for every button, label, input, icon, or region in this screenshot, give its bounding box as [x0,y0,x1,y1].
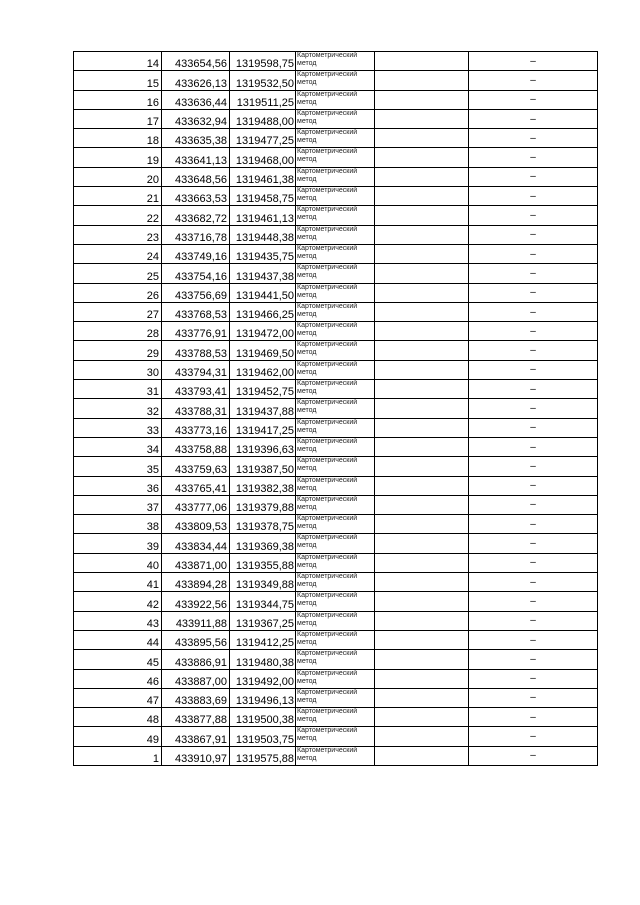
method-cell: Картометрический метод [296,167,375,186]
x-coordinate-cell: 433777,06 [162,495,230,514]
error-cell: – [469,553,598,572]
y-coordinate-cell: 1319488,00 [230,109,296,128]
x-coordinate-cell: 433682,72 [162,206,230,225]
error-cell: – [469,630,598,649]
point-number-cell: 49 [74,727,162,746]
table-row [74,225,598,244]
y-coordinate-cell: 1319466,25 [230,302,296,321]
method-cell: Картометрический метод [296,109,375,128]
table-row [74,611,598,630]
method-cell: Картометрический метод [296,90,375,109]
table-row [74,534,598,553]
error-cell: – [469,457,598,476]
point-number-cell: 30 [74,360,162,379]
method-cell: Картометрический метод [296,264,375,283]
x-coordinate-cell: 433636,44 [162,90,230,109]
empty-cell [375,515,469,534]
x-coordinate-cell: 433765,41 [162,476,230,495]
method-cell: Картометрический метод [296,360,375,379]
empty-cell [375,380,469,399]
point-number-cell: 34 [74,437,162,456]
empty-cell [375,322,469,341]
coordinates-table [73,51,598,766]
method-cell: Картометрический метод [296,727,375,746]
error-cell: – [469,90,598,109]
x-coordinate-cell: 433773,16 [162,418,230,437]
point-number-cell: 15 [74,71,162,90]
y-coordinate-cell: 1319532,50 [230,71,296,90]
empty-cell [375,553,469,572]
x-coordinate-cell: 433654,56 [162,52,230,71]
y-coordinate-cell: 1319462,00 [230,360,296,379]
method-cell: Картометрический метод [296,244,375,263]
x-coordinate-cell: 433794,31 [162,360,230,379]
point-number-cell: 35 [74,457,162,476]
empty-cell [375,630,469,649]
x-coordinate-cell: 433911,88 [162,611,230,630]
error-cell: – [469,167,598,186]
point-number-cell: 47 [74,688,162,707]
error-cell: – [469,380,598,399]
x-coordinate-cell: 433749,16 [162,244,230,263]
point-number-cell: 29 [74,341,162,360]
point-number-cell: 22 [74,206,162,225]
method-cell: Картометрический метод [296,148,375,167]
point-number-cell: 31 [74,380,162,399]
method-cell: Картометрический метод [296,187,375,206]
point-number-cell: 36 [74,476,162,495]
point-number-cell: 40 [74,553,162,572]
table-row [74,630,598,649]
method-cell: Картометрический метод [296,495,375,514]
empty-cell [375,52,469,71]
y-coordinate-cell: 1319382,38 [230,476,296,495]
point-number-cell: 45 [74,650,162,669]
table-row [74,302,598,321]
x-coordinate-cell: 433626,13 [162,71,230,90]
x-coordinate-cell: 433887,00 [162,669,230,688]
x-coordinate-cell: 433834,44 [162,534,230,553]
x-coordinate-cell: 433788,31 [162,399,230,418]
y-coordinate-cell: 1319469,50 [230,341,296,360]
x-coordinate-cell: 433922,56 [162,592,230,611]
method-cell: Картометрический метод [296,708,375,727]
error-cell: – [469,708,598,727]
empty-cell [375,302,469,321]
y-coordinate-cell: 1319367,25 [230,611,296,630]
x-coordinate-cell: 433871,00 [162,553,230,572]
error-cell: – [469,592,598,611]
table-row [74,437,598,456]
error-cell: – [469,495,598,514]
x-coordinate-cell: 433663,53 [162,187,230,206]
empty-cell [375,71,469,90]
error-cell: – [469,341,598,360]
x-coordinate-cell: 433648,56 [162,167,230,186]
x-coordinate-cell: 433793,41 [162,380,230,399]
empty-cell [375,225,469,244]
empty-cell [375,611,469,630]
method-cell: Картометрический метод [296,573,375,592]
error-cell: – [469,187,598,206]
empty-cell [375,167,469,186]
error-cell: – [469,148,598,167]
table-row [74,457,598,476]
y-coordinate-cell: 1319503,75 [230,727,296,746]
method-cell: Картометрический метод [296,302,375,321]
empty-cell [375,399,469,418]
method-cell: Картометрический метод [296,457,375,476]
empty-cell [375,708,469,727]
y-coordinate-cell: 1319575,88 [230,746,296,765]
x-coordinate-cell: 433754,16 [162,264,230,283]
empty-cell [375,457,469,476]
point-number-cell: 38 [74,515,162,534]
point-number-cell: 41 [74,573,162,592]
y-coordinate-cell: 1319461,38 [230,167,296,186]
point-number-cell: 48 [74,708,162,727]
table-row [74,727,598,746]
y-coordinate-cell: 1319437,38 [230,264,296,283]
method-cell: Картометрический метод [296,669,375,688]
point-number-cell: 25 [74,264,162,283]
error-cell: – [469,360,598,379]
x-coordinate-cell: 433716,78 [162,225,230,244]
y-coordinate-cell: 1319496,13 [230,688,296,707]
error-cell: – [469,244,598,263]
point-number-cell: 18 [74,129,162,148]
empty-cell [375,592,469,611]
point-number-cell: 16 [74,90,162,109]
point-number-cell: 14 [74,52,162,71]
table-row [74,167,598,186]
table-row [74,746,598,765]
y-coordinate-cell: 1319448,38 [230,225,296,244]
point-number-cell: 32 [74,399,162,418]
y-coordinate-cell: 1319500,38 [230,708,296,727]
table-row [74,592,598,611]
table-row [74,109,598,128]
y-coordinate-cell: 1319355,88 [230,553,296,572]
y-coordinate-cell: 1319369,38 [230,534,296,553]
error-cell: – [469,573,598,592]
point-number-cell: 28 [74,322,162,341]
table-row [74,360,598,379]
method-cell: Картометрический метод [296,322,375,341]
x-coordinate-cell: 433768,53 [162,302,230,321]
y-coordinate-cell: 1319379,88 [230,495,296,514]
empty-cell [375,206,469,225]
table-row [74,148,598,167]
empty-cell [375,476,469,495]
method-cell: Картометрический метод [296,630,375,649]
table-row [74,688,598,707]
empty-cell [375,418,469,437]
point-number-cell: 24 [74,244,162,263]
empty-cell [375,129,469,148]
error-cell: – [469,225,598,244]
y-coordinate-cell: 1319349,88 [230,573,296,592]
x-coordinate-cell: 433809,53 [162,515,230,534]
point-number-cell: 44 [74,630,162,649]
empty-cell [375,669,469,688]
table-row [74,399,598,418]
x-coordinate-cell: 433632,94 [162,109,230,128]
empty-cell [375,187,469,206]
y-coordinate-cell: 1319452,75 [230,380,296,399]
method-cell: Картометрический метод [296,283,375,302]
error-cell: – [469,418,598,437]
y-coordinate-cell: 1319458,75 [230,187,296,206]
y-coordinate-cell: 1319378,75 [230,515,296,534]
x-coordinate-cell: 433883,69 [162,688,230,707]
point-number-cell: 42 [74,592,162,611]
y-coordinate-cell: 1319492,00 [230,669,296,688]
y-coordinate-cell: 1319480,38 [230,650,296,669]
method-cell: Картометрический метод [296,611,375,630]
point-number-cell: 21 [74,187,162,206]
method-cell: Картометрический метод [296,688,375,707]
method-cell: Картометрический метод [296,206,375,225]
x-coordinate-cell: 433759,63 [162,457,230,476]
y-coordinate-cell: 1319435,75 [230,244,296,263]
x-coordinate-cell: 433788,53 [162,341,230,360]
method-cell: Картометрический метод [296,515,375,534]
method-cell: Картометрический метод [296,71,375,90]
error-cell: – [469,476,598,495]
method-cell: Картометрический метод [296,380,375,399]
x-coordinate-cell: 433758,88 [162,437,230,456]
table-row [74,129,598,148]
empty-cell [375,727,469,746]
method-cell: Картометрический метод [296,399,375,418]
error-cell: – [469,534,598,553]
table-row [74,708,598,727]
y-coordinate-cell: 1319387,50 [230,457,296,476]
empty-cell [375,650,469,669]
point-number-cell: 39 [74,534,162,553]
table-row [74,476,598,495]
empty-cell [375,109,469,128]
point-number-cell: 33 [74,418,162,437]
x-coordinate-cell: 433877,88 [162,708,230,727]
y-coordinate-cell: 1319472,00 [230,322,296,341]
x-coordinate-cell: 433894,28 [162,573,230,592]
table-row [74,669,598,688]
empty-cell [375,244,469,263]
method-cell: Картометрический метод [296,418,375,437]
error-cell: – [469,283,598,302]
method-cell: Картометрический метод [296,650,375,669]
y-coordinate-cell: 1319598,75 [230,52,296,71]
error-cell: – [469,688,598,707]
point-number-cell: 23 [74,225,162,244]
empty-cell [375,573,469,592]
error-cell: – [469,727,598,746]
error-cell: – [469,611,598,630]
empty-cell [375,148,469,167]
empty-cell [375,746,469,765]
table-row [74,322,598,341]
point-number-cell: 43 [74,611,162,630]
table-row [74,650,598,669]
empty-cell [375,360,469,379]
method-cell: Картометрический метод [296,476,375,495]
table-row [74,71,598,90]
x-coordinate-cell: 433756,69 [162,283,230,302]
method-cell: Картометрический метод [296,437,375,456]
table-row [74,515,598,534]
table-row [74,52,598,71]
y-coordinate-cell: 1319468,00 [230,148,296,167]
method-cell: Картометрический метод [296,341,375,360]
y-coordinate-cell: 1319344,75 [230,592,296,611]
table-row [74,90,598,109]
table-row [74,206,598,225]
x-coordinate-cell: 433910,97 [162,746,230,765]
table-row [74,187,598,206]
table-row [74,264,598,283]
point-number-cell: 27 [74,302,162,321]
empty-cell [375,283,469,302]
error-cell: – [469,650,598,669]
table-row [74,495,598,514]
point-number-cell: 46 [74,669,162,688]
empty-cell [375,437,469,456]
x-coordinate-cell: 433641,13 [162,148,230,167]
error-cell: – [469,206,598,225]
error-cell: – [469,52,598,71]
error-cell: – [469,302,598,321]
empty-cell [375,264,469,283]
table-row [74,380,598,399]
coordinates-table-body [74,52,598,766]
y-coordinate-cell: 1319461,13 [230,206,296,225]
table-row [74,283,598,302]
x-coordinate-cell: 433776,91 [162,322,230,341]
error-cell: – [469,437,598,456]
error-cell: – [469,71,598,90]
x-coordinate-cell: 433886,91 [162,650,230,669]
table-row [74,553,598,572]
x-coordinate-cell: 433867,91 [162,727,230,746]
y-coordinate-cell: 1319417,25 [230,418,296,437]
table-row [74,341,598,360]
empty-cell [375,341,469,360]
error-cell: – [469,399,598,418]
error-cell: – [469,515,598,534]
error-cell: – [469,129,598,148]
point-number-cell: 1 [74,746,162,765]
empty-cell [375,688,469,707]
y-coordinate-cell: 1319412,25 [230,630,296,649]
table-row [74,573,598,592]
method-cell: Картометрический метод [296,129,375,148]
point-number-cell: 17 [74,109,162,128]
error-cell: – [469,669,598,688]
error-cell: – [469,322,598,341]
point-number-cell: 26 [74,283,162,302]
method-cell: Картометрический метод [296,746,375,765]
method-cell: Картометрический метод [296,553,375,572]
y-coordinate-cell: 1319441,50 [230,283,296,302]
empty-cell [375,495,469,514]
x-coordinate-cell: 433635,38 [162,129,230,148]
point-number-cell: 19 [74,148,162,167]
method-cell: Картометрический метод [296,592,375,611]
y-coordinate-cell: 1319396,63 [230,437,296,456]
y-coordinate-cell: 1319511,25 [230,90,296,109]
method-cell: Картометрический метод [296,534,375,553]
error-cell: – [469,746,598,765]
error-cell: – [469,264,598,283]
method-cell: Картометрический метод [296,52,375,71]
table-row [74,244,598,263]
y-coordinate-cell: 1319437,88 [230,399,296,418]
empty-cell [375,90,469,109]
y-coordinate-cell: 1319477,25 [230,129,296,148]
method-cell: Картометрический метод [296,225,375,244]
x-coordinate-cell: 433895,56 [162,630,230,649]
empty-cell [375,534,469,553]
error-cell: – [469,109,598,128]
point-number-cell: 37 [74,495,162,514]
table-row [74,418,598,437]
point-number-cell: 20 [74,167,162,186]
